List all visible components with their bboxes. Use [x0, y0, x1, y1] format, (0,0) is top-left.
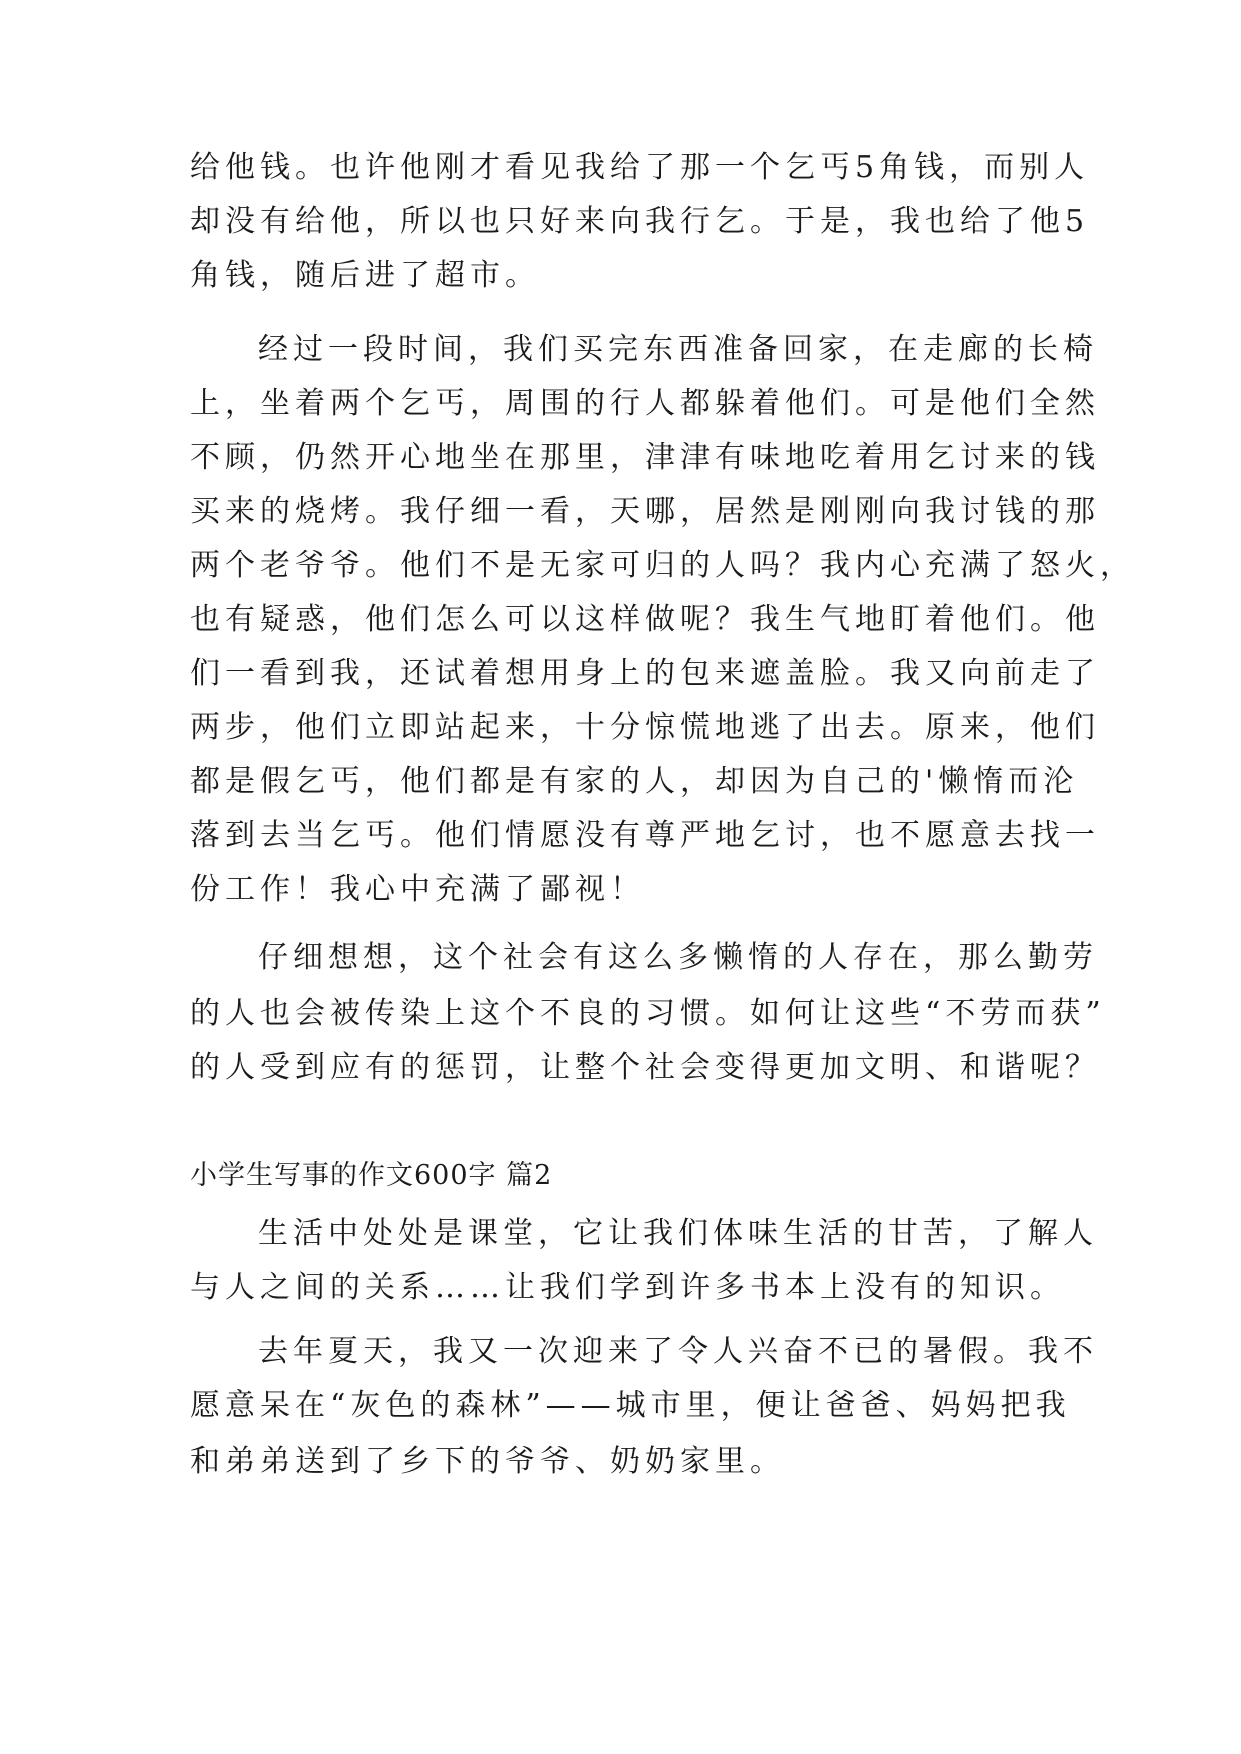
- paragraph-line: 也有疑惑，他们怎么可以这样做呢？我生气地盯着他们。他: [190, 602, 1100, 637]
- paragraph-line: 两步，他们立即站起来，十分惊慌地逃了出去。原来，他们: [190, 710, 1100, 745]
- paragraph-line: 份工作！我心中充满了鄙视！: [190, 872, 645, 907]
- paragraph-line: 们一看到我，还试着想用身上的包来遮盖脸。我又向前走了: [190, 656, 1100, 691]
- paragraph-line: 生活中处处是课堂，它让我们体味生活的甘苦，了解人: [258, 1216, 1098, 1251]
- section-heading: 小学生写事的作文600字 篇2: [190, 1160, 553, 1191]
- paragraph-line: 的人受到应有的惩罚，让整个社会变得更加文明、和谐呢？: [190, 1050, 1100, 1085]
- paragraph-line: 经过一段时间，我们买完东西准备回家，在走廊的长椅: [258, 332, 1098, 367]
- paragraph-line: 和弟弟送到了乡下的爷爷、奶奶家里。: [190, 1444, 785, 1479]
- paragraph-line: 给他钱。也许他刚才看见我给了那一个乞丐5角钱，而别人: [190, 150, 1090, 185]
- paragraph-line: 与人之间的关系……让我们学到许多书本上没有的知识。: [190, 1270, 1065, 1305]
- paragraph-line: 仔细想想，这个社会有这么多懒惰的人存在，那么勤劳: [258, 940, 1098, 975]
- paragraph-line: 落到去当乞丐。他们情愿没有尊严地乞讨，也不愿意去找一: [190, 818, 1100, 853]
- paragraph-line: 愿意呆在“灰色的森林”——城市里，便让爸爸、妈妈把我: [190, 1388, 1071, 1423]
- paragraph-line: 去年夏天，我又一次迎来了令人兴奋不已的暑假。我不: [258, 1334, 1098, 1369]
- paragraph-line: 买来的烧烤。我仔细一看，天哪，居然是刚刚向我讨钱的那: [190, 494, 1100, 529]
- paragraph-line: 不顾，仍然开心地坐在那里，津津有味地吃着用乞讨来的钱: [190, 440, 1100, 475]
- paragraph-line: 的人也会被传染上这个不良的习惯。如何让这些“不劳而获”: [190, 996, 1106, 1031]
- paragraph-line: 上，坐着两个乞丐，周围的行人都躲着他们。可是他们全然: [190, 386, 1100, 421]
- paragraph-line: 却没有给他，所以也只好来向我行乞。于是，我也给了他5: [190, 204, 1090, 239]
- paragraph-line: 都是假乞丐，他们都是有家的人，却因为自己的'懒惰而沦: [190, 764, 1079, 799]
- paragraph-line: 角钱，随后进了超市。: [190, 258, 540, 293]
- paragraph-line: 两个老爷爷。他们不是无家可归的人吗？我内心充满了怒火，: [190, 548, 1135, 583]
